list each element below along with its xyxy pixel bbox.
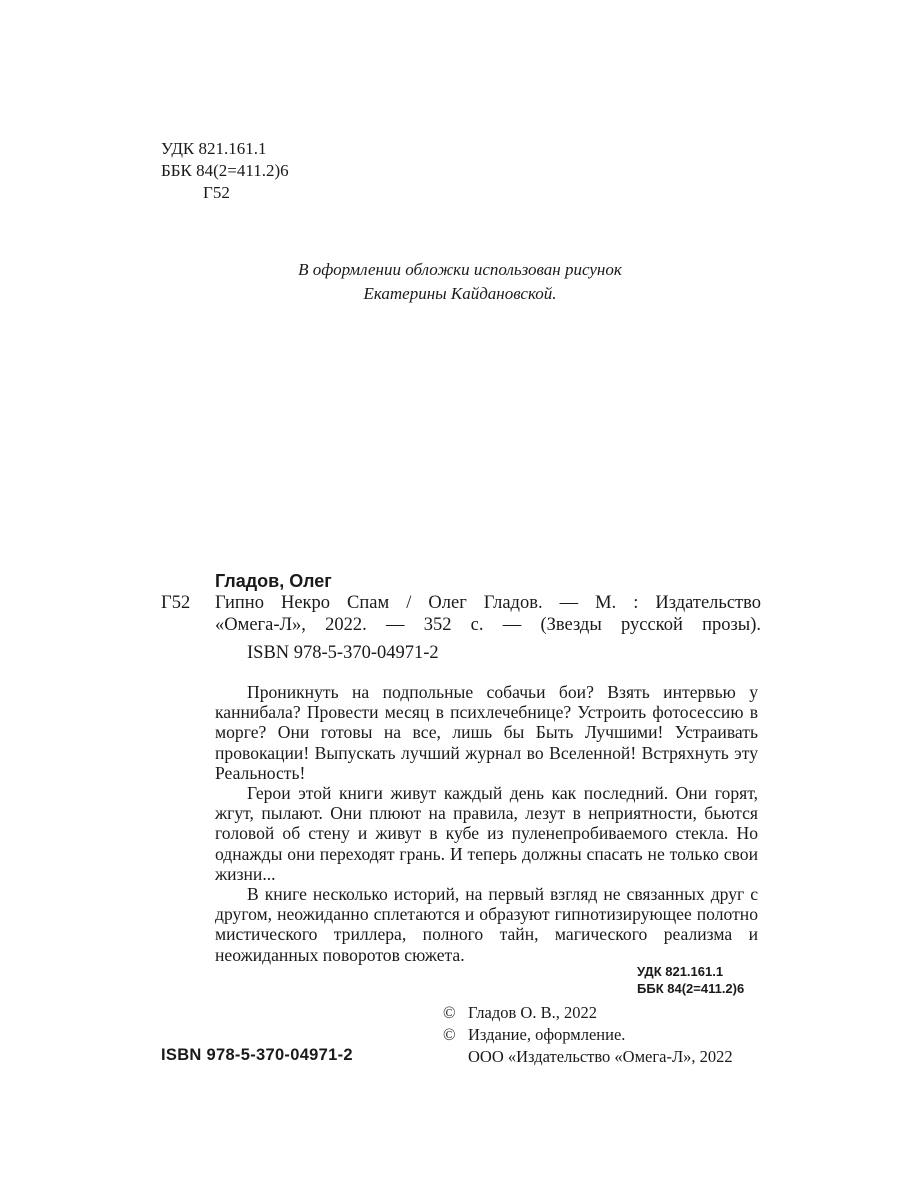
copyright-icon: © (443, 1025, 456, 1044)
bibliographic-record (161, 570, 761, 664)
cover-credit (160, 258, 760, 306)
copyright-line-2 (443, 1024, 733, 1046)
codes-right-bbk: ББК 84(2=411.2)6 (637, 981, 745, 996)
copyright-line-3: ООО «Издательство «Омега-Л», 2022 (468, 1047, 733, 1066)
author-mark: Г52 (203, 183, 230, 202)
cover-credit-line-2: Екатерины Кайдановской. (363, 284, 557, 303)
annotation-paragraph-3: В книге несколько историй, на первый взгляд не связанных друг с другом, неожиданно сплетаются и образуют гипнотизирующее полотно мистического триллера, полного тайн, магического реализма и неожиданных поворотов сюжета. (215, 884, 758, 965)
record-isbn: ISBN 978-5-370-04971-2 (247, 643, 439, 663)
copyright-icon: © (443, 1003, 456, 1022)
record-author: Гладов, Олег (215, 571, 332, 591)
record-code: Г52 (161, 593, 191, 613)
isbn-bottom: ISBN 978-5-370-04971-2 (161, 1046, 353, 1064)
record-line-1: Гипно Некро Спам / Олег Гладов. — М. : Издательство (215, 593, 761, 613)
copyright-block (443, 1002, 733, 1068)
annotation-paragraph-2: Герои этой книги живут каждый день как последний. Они горят, жгут, пылают. Они плюют на правила, лезут в неприятности, бьются головой об стену и живут в кубе из пуленепробиваемого стекла. Но однажды они переходят грань. И теперь должны спасать не только свои жизни... (215, 783, 758, 884)
classification-block (161, 138, 289, 204)
codes-right (637, 963, 744, 997)
copyright-line-1 (443, 1002, 733, 1024)
copyright-line-2-text: Издание, оформление. (468, 1025, 626, 1044)
annotation (215, 682, 758, 965)
codes-right-udk: УДК 821.161.1 (637, 964, 724, 979)
bbk-code: ББК 84(2=411.2)6 (161, 161, 289, 180)
annotation-paragraph-1: Проникнуть на подпольные собачьи бои? Взять интервью у каннибала? Провести месяц в психлечебнице? Устроить фотосессию в морге? Они готовы на все, лишь бы Быть Лучшими! Устраивать провокации! Выпускать лучший журнал во Вселенной! Встряхнуть эту Реальность! (215, 682, 758, 783)
record-row (161, 592, 761, 614)
cover-credit-line-1: В оформлении обложки использован рисунок (298, 260, 622, 279)
copyright-line-1-text: Гладов О. В., 2022 (468, 1003, 597, 1022)
udk-code: УДК 821.161.1 (161, 139, 267, 158)
record-line-2: «Омега-Л», 2022. — 352 с. — (Звезды русской прозы). (215, 615, 761, 635)
